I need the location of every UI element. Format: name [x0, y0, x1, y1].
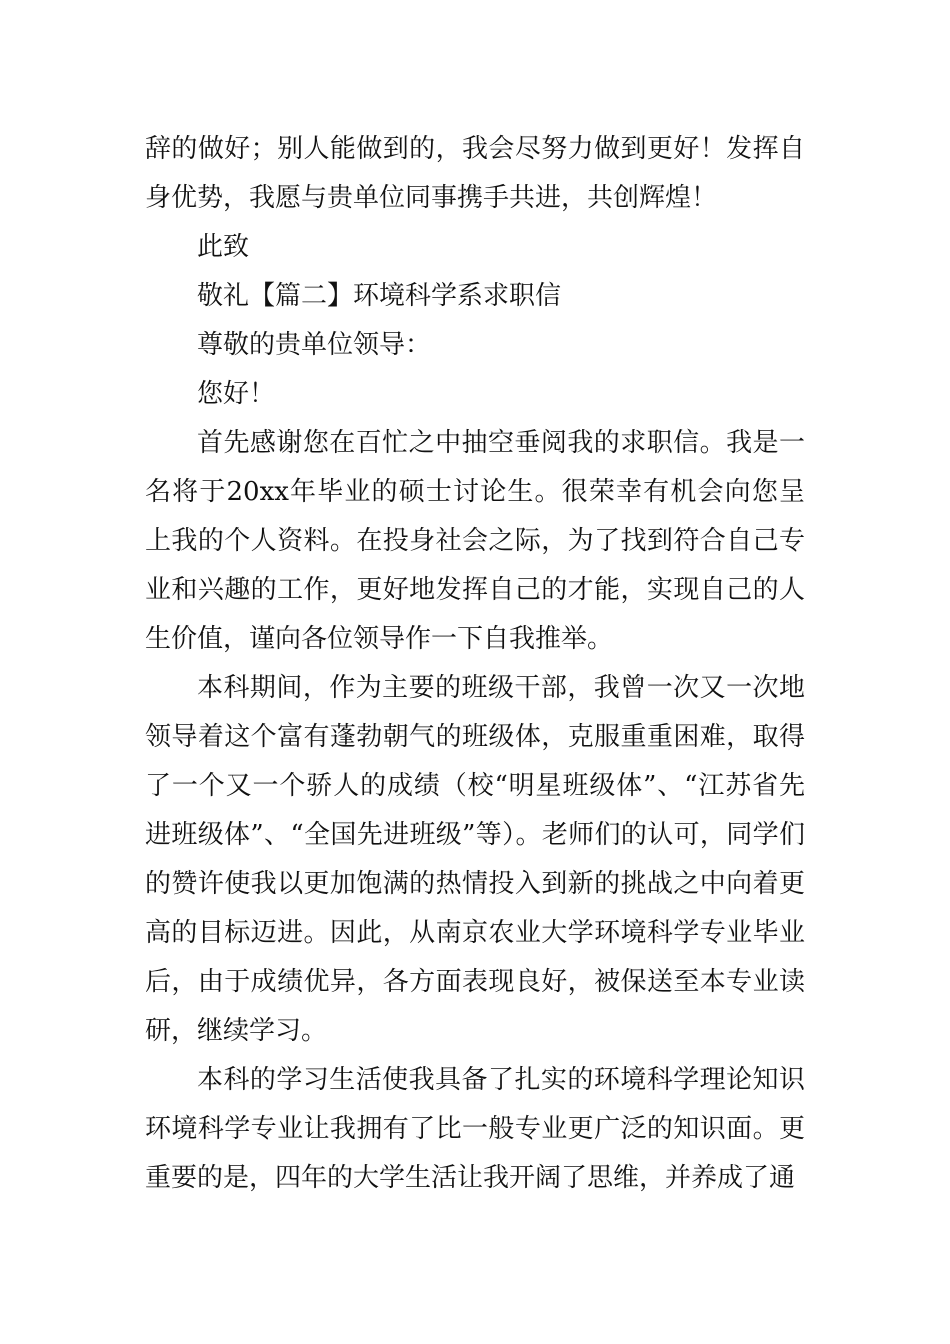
paragraph-study-life: 本科的学习生活使我具备了扎实的环境科学理论知识环境科学专业让我拥有了比一般专业更广泛的知识面。更重要的是，四年的大学生活让我开阔了思维，并养成了通: [145, 1065, 805, 1193]
paragraph-introduction: 首先感谢您在百忙之中抽空垂阅我的求职信。我是一名将于20xx年毕业的硕士讨论生。很荣幸有机会向您呈上我的个人资料。在投身社会之际，为了找到符合自己专业和兴趣的工作，更好地发挥自己的才能，实现自己的人生价值，谨向各位领导作一下自我推举。: [145, 428, 805, 654]
paragraph-section-heading: 敬礼【篇二】环境科学系求职信: [197, 281, 562, 311]
paragraph-greeting-addressee: 尊敬的贵单位领导：: [197, 330, 432, 360]
document-body: [145, 125, 805, 1203]
paragraph-closing-continuation: 辞的做好；别人能做到的，我会尽努力做到更好！发挥自身优势，我愿与贵单位同事携手共进，共创辉煌！: [145, 134, 805, 213]
paragraph-undergraduate-experience: 本科期间，作为主要的班级干部，我曾一次又一次地领导着这个富有蓬勃朝气的班级体，克服重重困难，取得了一个又一个骄人的成绩（校“明星班级体”、“江苏省先进班级体”、“全国先进班级”等）。老师们的认可，同学们的赞许使我以更加饱满的热情投入到新的挑战之中向着更高的目标迈进。因此，从南京农业大学环境科学专业毕业后，由于成绩优异，各方面表现良好，被保送至本专业读研，继续学习。: [145, 673, 805, 1046]
paragraph-salutation-closing: 此致: [197, 232, 250, 262]
paragraph-greeting: 您好！: [197, 379, 276, 409]
